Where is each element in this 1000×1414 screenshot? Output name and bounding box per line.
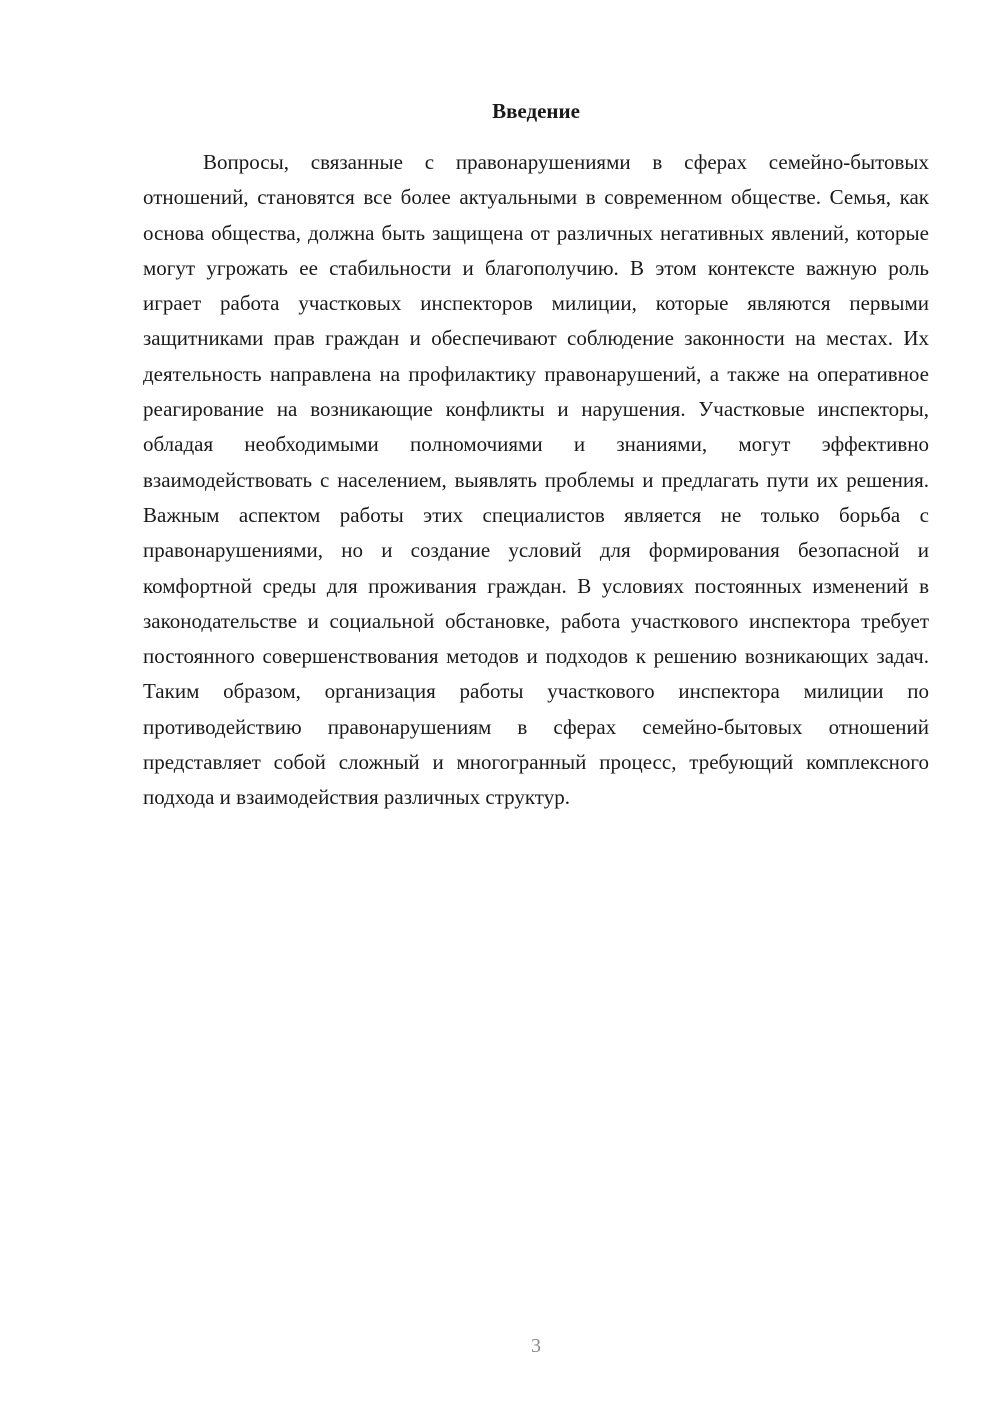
page-number: 3 xyxy=(531,1335,541,1357)
section-title: Введение xyxy=(492,99,580,123)
body-paragraph: Вопросы, связанные с правонарушениями в сферах семейно-бытовых отношений, становятся все более актуальными в современном обществе. Семья, как основа общества, должна быть защищена от различных негативных явлений, которые могут угрожать ее стабильности и благополучию. В этом контексте важную роль играет работа участковых инспекторов милиции, которые являются первыми защитниками прав граждан и обеспечивают соблюдение законности на местах. Их деятельность направлена на профилактику правонарушений, а также на оперативное реагирование на возникающие конфликты и нарушения. Участковые инспекторы, обладая необходимыми полномочиями и знаниями, могут эффективно взаимодействовать с населением, выявлять проблемы и предлагать пути их решения. Важным аспектом работы этих специалистов является не только борьба с правонарушениями, но и создание условий для формирования безопасной и комфортной среды для проживания граждан. В условиях постоянных изменений в законодательстве и социальной обстановке, работа участкового инспектора требует постоянного совершенствования методов и подходов к решению возникающих задач. Таким образом, организация работы участкового инспектора милиции по противодействию правонарушениям в сферах семейно-бытовых отношений представляет собой сложный и многогранный процесс, требующий комплексного подхода и взаимодействия различных структур. xyxy=(143,150,929,810)
